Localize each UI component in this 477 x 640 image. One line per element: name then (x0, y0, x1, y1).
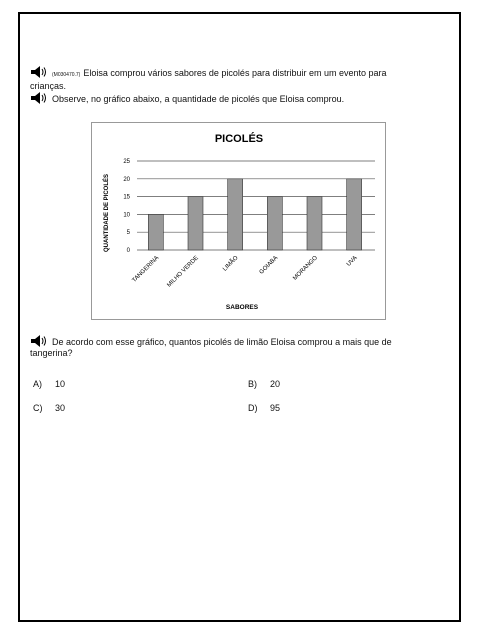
y-tick-label: 15 (123, 194, 130, 201)
option-value: 20 (270, 379, 281, 389)
speaker-icon[interactable] (30, 66, 50, 78)
option-a[interactable] (33, 379, 65, 389)
speaker-icon[interactable] (30, 335, 50, 347)
y-tick-label: 5 (126, 230, 130, 237)
chart-title: PICOLÉS (214, 133, 264, 145)
x-tick-label: GOIABA (258, 255, 280, 276)
option-value: 95 (270, 403, 281, 413)
observe-instruction (30, 92, 344, 105)
question-code: (M030470.7) (52, 72, 81, 78)
chart-svg (92, 123, 387, 321)
speaker-icon[interactable] (30, 92, 50, 104)
x-tick-label: LIMÃO (222, 255, 240, 273)
option-letter: C) (33, 403, 43, 413)
option-value: 30 (55, 403, 66, 413)
option-letter: A) (33, 379, 42, 389)
bar (188, 197, 203, 250)
option-b[interactable] (248, 379, 280, 389)
y-tick-label: 10 (123, 212, 130, 219)
bar (148, 214, 163, 250)
question-prompt (30, 335, 450, 359)
option-letter: B) (248, 379, 257, 389)
x-axis-label: SABORES (225, 304, 259, 311)
prompt-text: De acordo com esse gráfico, quantos picolés de limão Eloisa comprou a mais que de (52, 337, 392, 347)
y-axis-label: QUANTIDADE DE PICOLÉS (104, 173, 110, 253)
observe-text: Observe, no gráfico abaixo, a quantidade de picolés que Eloisa comprou. (52, 94, 345, 104)
x-tick-label: MILHO VERDE (166, 255, 200, 289)
bar (307, 197, 322, 250)
statement-text-cont: crianças. (30, 81, 67, 91)
option-value: 10 (55, 379, 66, 389)
x-tick-label: TANGERINA (131, 255, 161, 284)
bar (267, 197, 282, 250)
y-tick-label: 20 (123, 176, 130, 183)
statement-text: Eloisa comprou vários sabores de picolés para distribuir em um evento para (83, 68, 387, 78)
y-tick-label: 25 (123, 159, 130, 165)
question-statement (30, 66, 450, 92)
bar (347, 179, 362, 250)
y-tick-label: 0 (126, 248, 130, 254)
bar-chart (91, 122, 386, 320)
option-letter: D) (248, 403, 258, 413)
x-tick-label: UVA (345, 255, 359, 268)
bar (228, 179, 243, 250)
prompt-text-cont: tangerina? (30, 348, 73, 358)
option-c[interactable] (33, 403, 65, 413)
x-tick-label: MORANGO (292, 255, 319, 282)
option-d[interactable] (248, 403, 280, 413)
